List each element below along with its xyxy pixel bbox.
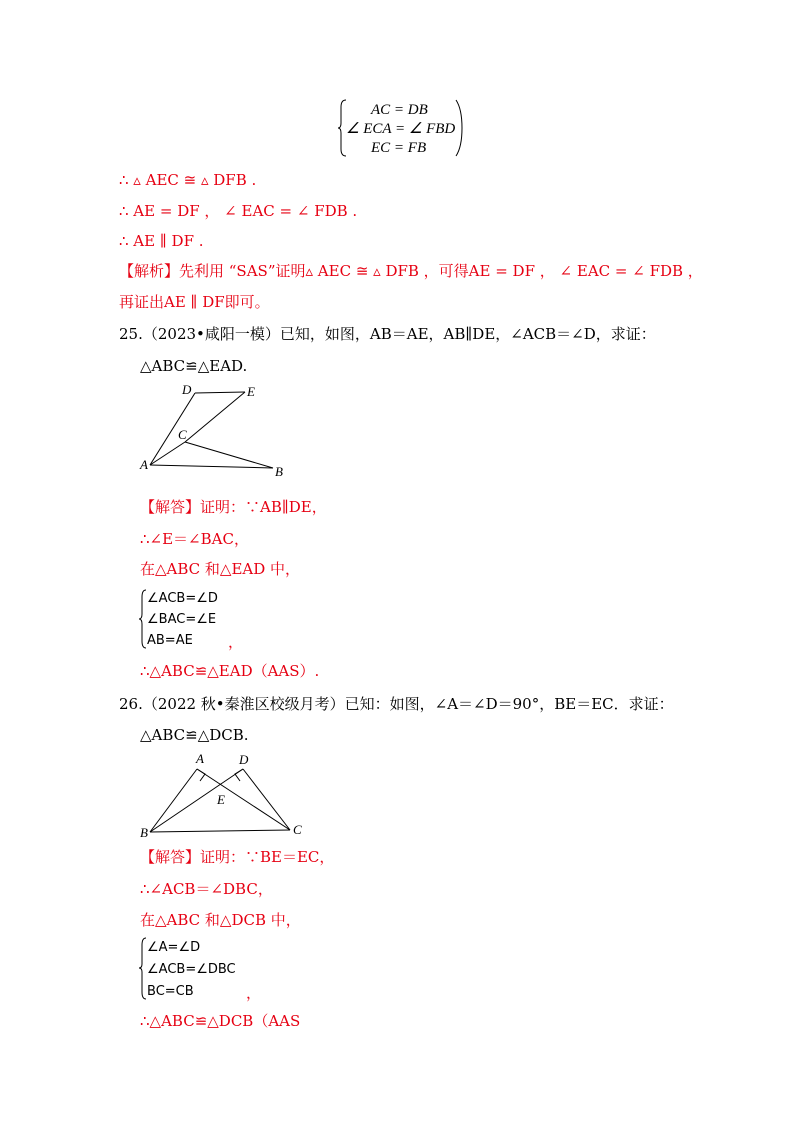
prev-equalities: ∴ AE = DF ， ∠ EAC = ∠ FDB . bbox=[119, 202, 358, 220]
q26-figure bbox=[135, 750, 315, 840]
q25-stem: 25.（2023•咸阳一模）已知，如图，AB＝AE，AB∥DE，∠ACB＝∠D，求证： bbox=[119, 325, 656, 343]
q26-label-D: D bbox=[239, 752, 249, 767]
prev-parallel: ∴ AE ∥ DF . bbox=[119, 232, 204, 250]
q26-sys-1: ∠A=∠D bbox=[147, 940, 201, 955]
q26-label-C: C bbox=[293, 822, 302, 837]
q25-sys-1: ∠ACB=∠D bbox=[147, 591, 218, 606]
q26-label-A: A bbox=[196, 751, 204, 766]
q25-answer-3: 在△ABC 和△EAD 中， bbox=[140, 560, 301, 578]
q25-figure bbox=[135, 380, 295, 480]
q25-brace bbox=[139, 589, 147, 649]
system-line-1: AC = DB bbox=[371, 102, 428, 118]
q25-sys-3: AB=AE bbox=[147, 633, 193, 648]
q26-sys-2: ∠ACB=∠DBC bbox=[147, 962, 236, 977]
system-line-2: ∠ ECA = ∠ FBD bbox=[346, 121, 456, 137]
q26-answer-3: 在△ABC 和△DCB 中， bbox=[140, 911, 301, 929]
q26-conclusion: ∴△ABC≌△DCB（AAS bbox=[140, 1012, 301, 1030]
q25-answer-1: 【解答】证明：∵AB∥DE， bbox=[140, 498, 327, 516]
q26-stem: 26.（2022 秋•秦淮区校级月考）已知：如图，∠A＝∠D＝90°，BE＝EC．求证： bbox=[119, 695, 674, 713]
q25-label-C: C bbox=[178, 427, 187, 442]
q26-brace bbox=[139, 937, 147, 1000]
q25-stem-2: △ABC≌△EAD. bbox=[140, 357, 248, 375]
q25-label-A: A bbox=[140, 457, 148, 472]
q26-label-B: B bbox=[140, 825, 148, 840]
q26-sys-3: BC=CB bbox=[147, 984, 194, 999]
q25-label-B: B bbox=[275, 464, 283, 479]
q26-answer-2: ∴∠ACB＝∠DBC， bbox=[140, 880, 273, 898]
q25-label-E: E bbox=[247, 384, 255, 399]
q25-sys-2: ∠BAC=∠E bbox=[147, 612, 217, 627]
analysis-line-1: 【解析】先利用 “SAS”证明▵ AEC ≅ ▵ DFB ，可得AE = DF ， ∠ EAC = ∠ FDB ， bbox=[119, 262, 703, 280]
q26-stem-2: △ABC≌△DCB. bbox=[140, 726, 249, 744]
q26-answer-1: 【解答】证明：∵BE＝EC， bbox=[140, 848, 335, 866]
q25-sys-comma: ， bbox=[228, 633, 244, 651]
system-line-3: EC = FB bbox=[371, 140, 427, 156]
analysis-line-2: 再证出AE ∥ DF即可。 bbox=[119, 293, 270, 311]
q25-label-D: D bbox=[182, 382, 192, 397]
right-paren bbox=[454, 99, 464, 157]
q26-label-E: E bbox=[217, 792, 225, 807]
q25-answer-2: ∴∠E＝∠BAC， bbox=[140, 530, 249, 548]
q26-sys-comma: ， bbox=[246, 984, 262, 1002]
prev-congruence: ∴ ▵ AEC ≅ ▵ DFB . bbox=[119, 171, 257, 189]
q25-conclusion: ∴△ABC≌△EAD（AAS）. bbox=[140, 662, 320, 680]
